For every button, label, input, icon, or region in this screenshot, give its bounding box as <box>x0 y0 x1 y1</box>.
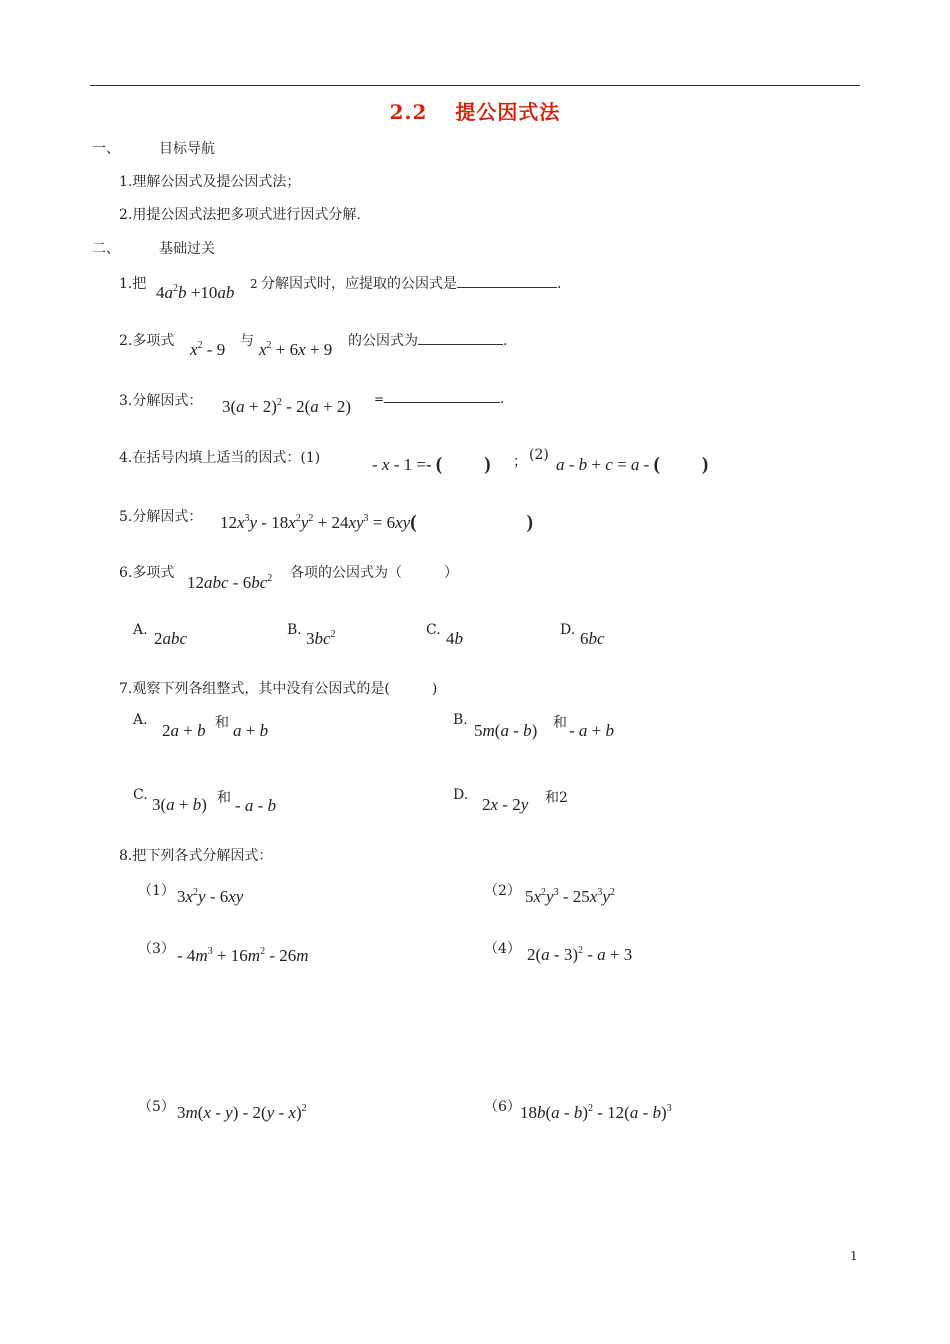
q1-period: . <box>557 276 562 292</box>
q8-item-4-label: （4） <box>484 941 521 957</box>
q8-item-4-expr: 2(a - 3)$^2$ - a + 3 <box>527 945 633 964</box>
q8-item-3-label: （3） <box>138 941 175 957</box>
section-1-label: 目标导航 <box>159 141 215 157</box>
q1-suffix: 分解因式时，应提取的公因式是 <box>261 276 457 292</box>
q7-option-b-letter: B. <box>453 712 468 728</box>
q8-item-5-expr: 3m(x - y) - 2(y - x)$^2$ <box>177 1103 307 1122</box>
q7-option-b-expr-1[interactable]: 5m(a - b) <box>474 721 538 740</box>
q7-option-d-and <box>545 787 568 807</box>
q7-stem: 7.观察下列各组整式，其中没有公因式的是( ) <box>119 681 438 697</box>
goal-2: 2.用提公因式法把多项式进行因式分解. <box>119 207 361 223</box>
q8-item-3-expr: - $4m^3 + 16m^2 - 26m$ <box>177 946 309 965</box>
q7-option-b-and: 和 <box>553 715 567 731</box>
q6-option-c[interactable]: 4b <box>446 629 463 648</box>
q1-expression: $4a^2b +10ab$ <box>156 283 235 302</box>
q3-equals: = <box>374 392 385 406</box>
q6-suffix: 各项的公因式为（ ） <box>290 565 458 581</box>
q8-stem: 8.把下列各式分解因式： <box>119 848 273 864</box>
q7-option-c-expr-1[interactable]: 3(a + b) <box>152 795 207 814</box>
q6-option-b[interactable]: $3bc^2$ <box>306 629 336 648</box>
section-2-label: 基础过关 <box>159 241 215 257</box>
q7-option-c-expr-2[interactable]: - a - b <box>235 796 277 815</box>
q2-and: 与 <box>240 333 254 349</box>
q3-expression: $3(a + 2)^2 - 2(a + 2)$ <box>222 397 351 416</box>
q8-item-1-label: （1） <box>138 883 175 899</box>
q6-prefix: 6.多项式 <box>119 565 175 581</box>
q1-prefix: 1.把 <box>119 276 147 292</box>
q2-period: . <box>503 333 508 349</box>
q3-period: . <box>500 391 505 407</box>
q6-expression: $12abc - 6bc^2$ <box>187 573 273 592</box>
q4-separator: ； <box>513 454 527 470</box>
page-number: 1 <box>850 1249 858 1263</box>
q1-answer-blank[interactable] <box>457 275 557 288</box>
q8-item-2-expr: $5x^2y^3 - 25x^3y^2$ <box>525 887 615 906</box>
q2-prefix: 2.多项式 <box>119 333 175 349</box>
q7-option-b-expr-2[interactable]: - a + b <box>569 721 615 740</box>
q7-option-d-and-word: 和 <box>545 790 559 806</box>
q7-option-d-expr[interactable]: 2x - 2y <box>482 795 529 814</box>
q4-prefix: 4.在括号内填上适当的因式：(1) <box>119 450 321 466</box>
q2-text <box>348 330 507 350</box>
q8-item-6-label: （6） <box>484 1099 521 1115</box>
q7-option-d-two: 2 <box>559 790 568 806</box>
q4-expression-1: - x - 1 =- ( ) <box>372 454 491 475</box>
title-text: 提公因式法 <box>455 100 561 124</box>
q7-option-a-expr-2[interactable]: a + b <box>233 721 269 740</box>
q7-option-c-and: 和 <box>217 790 231 806</box>
q6-option-d[interactable]: 6bc <box>580 629 605 648</box>
q2-expression-1: $x^2 - 9$ <box>190 340 226 359</box>
goal-1: 1.理解公因式及提公因式法； <box>119 174 301 190</box>
q6-option-d-letter: D. <box>560 622 576 638</box>
section-2-number: 二、 <box>92 241 120 257</box>
q7-option-a-expr-1[interactable]: 2a + b <box>162 721 206 740</box>
q3-prefix: 3.分解因式： <box>119 393 203 409</box>
q4-expression-2: a - b + c = a - ( ) <box>556 454 709 475</box>
header-rule <box>90 85 860 86</box>
q5-expression: $12x^3y - 18x^2y^2 + 24xy^3 = 6xy$( ) <box>220 512 533 533</box>
q7-option-c-letter: C. <box>133 787 148 803</box>
q2-answer-blank[interactable] <box>418 332 503 345</box>
q6-option-c-letter: C. <box>426 622 441 638</box>
page-title <box>0 96 950 125</box>
q8-item-2-label: （2） <box>484 883 521 899</box>
q8-item-5-label: （5） <box>138 1099 175 1115</box>
q2-suffix: 的公因式为 <box>348 333 418 349</box>
q7-option-a-and: 和 <box>215 715 229 731</box>
q5-prefix: 5.分解因式： <box>119 509 203 525</box>
q1-text <box>261 273 561 293</box>
q3-text <box>384 390 504 407</box>
q7-option-a-letter: A. <box>133 712 148 728</box>
q2-expression-2: $x^2 + 6x + 9$ <box>259 340 333 359</box>
q6-option-b-letter: B. <box>287 622 302 638</box>
title-number: 2.2 <box>389 100 428 124</box>
q3-answer-blank[interactable] <box>384 390 500 403</box>
q1-exponent: 2 <box>250 277 258 291</box>
q8-item-1-expr: $3x^2y - 6xy$ <box>177 887 244 906</box>
q6-option-a[interactable]: 2abc <box>154 629 188 648</box>
section-1-number: 一、 <box>92 141 120 157</box>
q4-part-2-label: (2) <box>529 447 549 463</box>
q8-item-6-expr: 18b(a - b)$^2$ - 12(a - b)$^3$ <box>520 1103 672 1122</box>
q6-option-a-letter: A. <box>133 622 148 638</box>
q7-option-d-letter: D. <box>453 787 469 803</box>
